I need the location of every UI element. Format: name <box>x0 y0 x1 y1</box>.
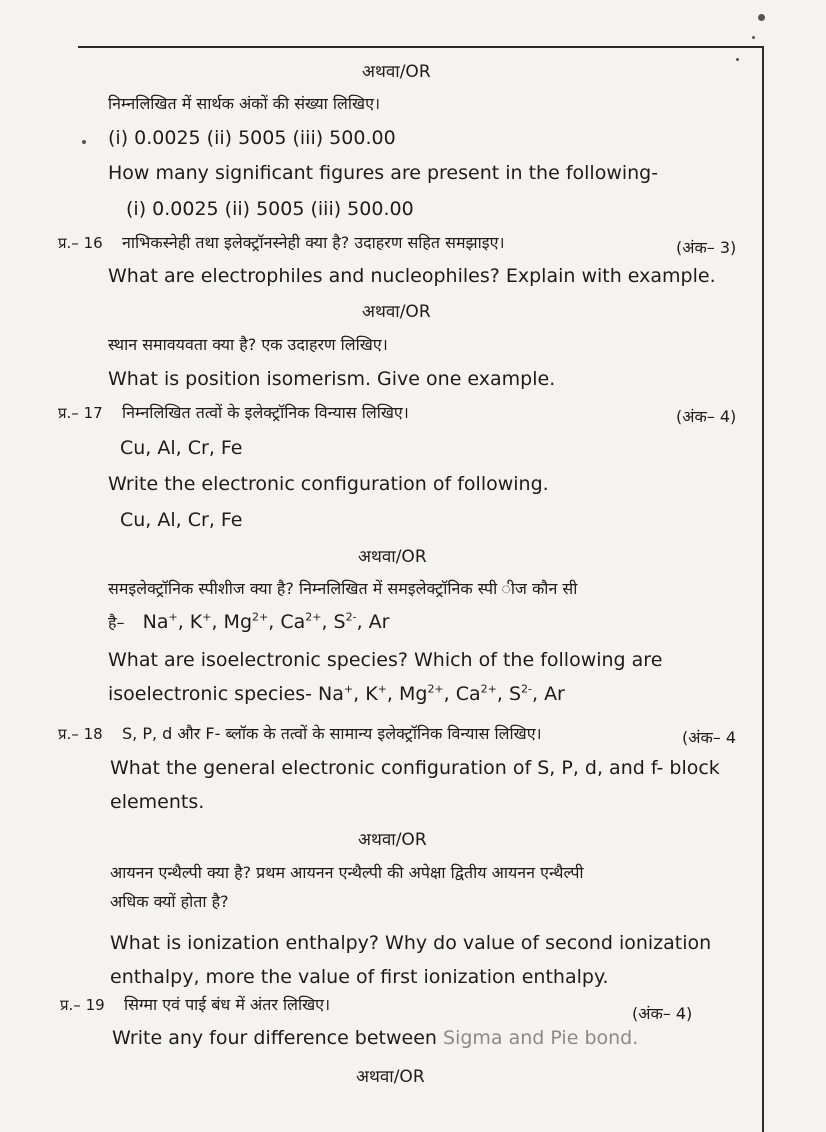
q17-or-english: What are isoelectronic species? Which of the following are <box>108 649 663 671</box>
scan-speck <box>752 36 755 39</box>
q18-or-hindi-line2: अधिक क्यों होता है? <box>110 892 229 911</box>
q16-or-english: What is position isomerism. Give one example. <box>108 368 556 390</box>
q16-marks: (अंक– 3) <box>676 238 737 257</box>
q16-or-hindi: स्थान समावयवता क्या है? एक उदाहरण लिखिए। <box>108 335 388 354</box>
q18-hindi: S, P, d और F- ब्लॉक के तत्वों के सामान्य इलेक्ट्रॉनिक विन्यास लिखिए। <box>122 724 542 743</box>
q17-marks: (अंक– 4) <box>676 407 737 426</box>
q16-english: What are electrophiles and nucleophiles? Explain with example. <box>108 265 716 287</box>
q19-english <box>112 1028 638 1050</box>
ion-list: Na+, K+, $Mg^{2+}$, $Ca^{2+}$, $S^{2-}$, Ar <box>130 610 390 633</box>
q19-hindi: सिग्मा एवं पाई बंध में अंतर लिखिए। <box>124 995 331 1014</box>
q17-elements-english: Cu, Al, Cr, Fe <box>120 509 243 531</box>
q18-marks: (अंक– 4 <box>682 728 737 747</box>
q19-english-faded: Sigma and Pie bond. <box>443 1027 639 1049</box>
q17-english: Write the electronic configuration of following. <box>108 473 549 495</box>
q15-or-english: How many significant figures are present in the following- <box>108 162 659 184</box>
or-heading: अथवा/OR <box>356 1067 425 1087</box>
q19-number: प्र.– 19 <box>60 996 105 1014</box>
q17-or-hindi-prefix: है– <box>108 613 125 632</box>
q16-hindi: नाभिकस्नेही तथा इलेक्ट्रॉनस्नेही क्या है? उदाहरण सहित समझाइए। <box>122 233 505 252</box>
q18-or-english-line1: What is ionization enthalpy? Why do value of second ionization <box>110 932 712 954</box>
q19-marks: (अंक– 4) <box>632 1004 693 1023</box>
q18-or-english-line2: enthalpy, more the value of first ionization enthalpy. <box>110 966 609 988</box>
q17-or-english-prefix: isoelectronic species- <box>108 683 312 705</box>
q15-or-values: (i) 0.0025 (ii) 5005 (iii) 500.00 <box>108 127 396 149</box>
ion-list: Na+, K+, $Mg^{2+}$, $Ca^{2+}$, $S^{2-}$, Ar <box>318 682 565 705</box>
q17-elements: Cu, Al, Cr, Fe <box>120 437 243 459</box>
q19-english-main: Write any four difference between <box>112 1027 437 1049</box>
scan-speck <box>82 140 86 144</box>
q17-or-species-hindi <box>108 612 389 634</box>
scan-speck <box>758 14 765 21</box>
or-heading: अथवा/OR <box>362 302 431 322</box>
scan-speck <box>736 58 739 61</box>
q18-english-line2: elements. <box>110 791 205 813</box>
q16-number: प्र.– 16 <box>58 234 103 252</box>
or-heading: अथवा/OR <box>358 830 427 850</box>
q17-or-hindi: समइलेक्ट्रॉनिक स्पीशीज क्या है? निम्नलिखित में समइलेक्ट्रॉनिक स्पी ीज कौन सी <box>108 579 578 598</box>
or-heading: अथवा/OR <box>362 62 431 82</box>
q18-number: प्र.– 18 <box>58 725 103 743</box>
q17-hindi: निम्नलिखित तत्वों के इलेक्ट्रॉनिक विन्यास लिखिए। <box>122 403 409 422</box>
q17-or-species-english <box>108 684 565 706</box>
q18-or-hindi-line1: आयनन एन्थैल्पी क्या है? प्रथम आयनन एन्थैल्पी की अपेक्षा द्वितीय आयनन एन्थैल्पी <box>110 863 584 882</box>
page-border-top <box>78 46 764 48</box>
q15-or-values-english: (i) 0.0025 (ii) 5005 (iii) 500.00 <box>126 198 414 220</box>
q17-number: प्र.– 17 <box>58 404 103 422</box>
page-border-right <box>762 46 764 1132</box>
q15-or-hindi: निम्नलिखित में सार्थक अंकों की संख्या लिखिए। <box>108 94 381 113</box>
or-heading: अथवा/OR <box>358 547 427 567</box>
q18-english-line1: What the general electronic configuration of S, P, d, and f- block <box>110 757 720 779</box>
